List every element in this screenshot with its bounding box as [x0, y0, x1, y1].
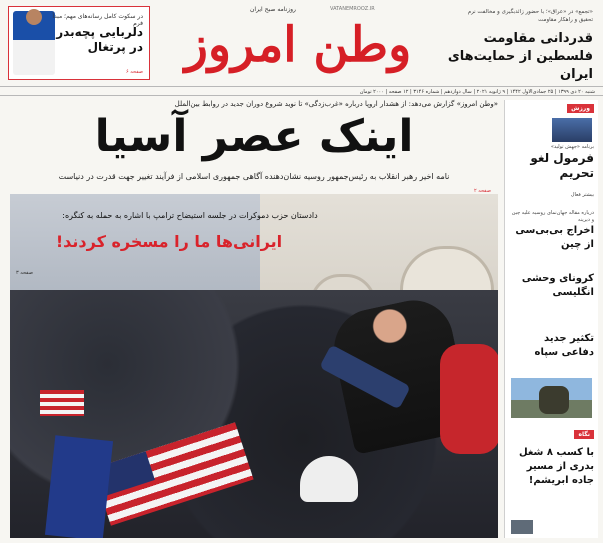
right-bottom-item[interactable]	[509, 446, 594, 488]
right-column	[504, 100, 598, 538]
right-item-2-sub: بیشتر فعال	[570, 192, 594, 198]
right-item-1-headline[interactable]: فرمول لغو تحریم	[530, 151, 594, 180]
right-item-5-headline[interactable]: تکثیر جدید دفاعی سپاه	[534, 333, 594, 358]
teaser-subtitle: در سکوت کامل رسانه‌های مهم؛ مبدأ فرم	[52, 13, 143, 27]
top-right-headline[interactable]: قدردانی مقاومت فلسطین از حمایت‌های ایران	[447, 31, 593, 82]
right-section-label: ورزش	[567, 104, 594, 113]
right-mini-photo	[511, 520, 533, 534]
right-item-5[interactable]	[509, 332, 594, 360]
masthead-url: VATANEMROOZ.IR	[330, 6, 375, 12]
photo-caption-headline[interactable]: ایرانی‌ها ما را مسخره کردند!	[55, 232, 283, 251]
right-item-3-sub: درباره مقاله جهان‌نمای روسیه علیه چین و دیرینه	[511, 210, 594, 223]
photo-caption-page-ref: صفحه ۳	[16, 270, 33, 276]
masthead-tagline: روزنامه صبح ایران	[250, 6, 296, 13]
main-subheadline: نامه اخیر رهبر انقلاب به رئیس‌جمهور روسیه نشان‌دهنده آگاهی جمهوری اسلامی از فرآیند تغییر جهت قدرت در دنیاست	[58, 172, 450, 181]
photo-caption-small: دادستان حزب دموکرات در جلسه استیضاح ترامپ با اشاره به حمله به کنگره:	[62, 211, 318, 220]
blue-coat-figure	[45, 435, 113, 538]
top-right-subtitle: «تجمع» در «عراق»؛ با حضور زائدبگیری و مخالفت نرم تحقیق و راهکار مقاومت	[467, 9, 593, 23]
main-kicker: «وطن امروز» گزارش می‌دهد: از هشدار اروپا درباره «غرب‌زدگی» تا نوید شروع دوران جدید در روابط بین‌الملل	[174, 100, 498, 108]
right-section-label-2: نگاه	[574, 430, 594, 439]
red-jacket-figure	[440, 344, 498, 454]
right-item-1-sub: برنامه «جهش تولید»	[550, 144, 594, 150]
date-bar: شنبه ۲۰ دی ۱۳۹۹ | ۲۵ جمادی‌الاول ۱۴۴۲ | ۹ ژانویه ۲۰۲۱ | سال دوازدهم | شماره ۳۱۴۶ | ۱۲ صفحه | ۲۰۰۰ تومان	[0, 86, 603, 96]
teaser-headline[interactable]: دلربایی پچه‌بدر در پرتغال	[56, 25, 143, 54]
sport-teaser-box[interactable]	[8, 6, 150, 80]
right-item-4[interactable]	[509, 272, 594, 300]
right-item-3[interactable]	[509, 210, 594, 252]
right-item-3-headline[interactable]: اخراج بی‌بی‌سی از چین	[515, 225, 594, 250]
right-thumb-photo	[552, 118, 592, 142]
right-bottom-headline[interactable]: با کسب ۸ شغل بدری از مسیر جاده ابریشم!	[518, 447, 594, 486]
right-item-2	[509, 192, 594, 199]
main-page-ref: صفحه ۲	[474, 188, 491, 194]
right-item-1[interactable]	[509, 144, 594, 181]
teaser-page-ref: صفحه ۶	[126, 69, 143, 75]
main-headline[interactable]: اینک عصر آسیا	[94, 111, 414, 162]
small-flag	[40, 390, 84, 416]
right-item-4-headline[interactable]: کرونای وحشی انگلیسی	[521, 273, 594, 298]
soldier-photo	[511, 378, 592, 418]
masthead-logo: وطن امروز	[184, 17, 412, 73]
